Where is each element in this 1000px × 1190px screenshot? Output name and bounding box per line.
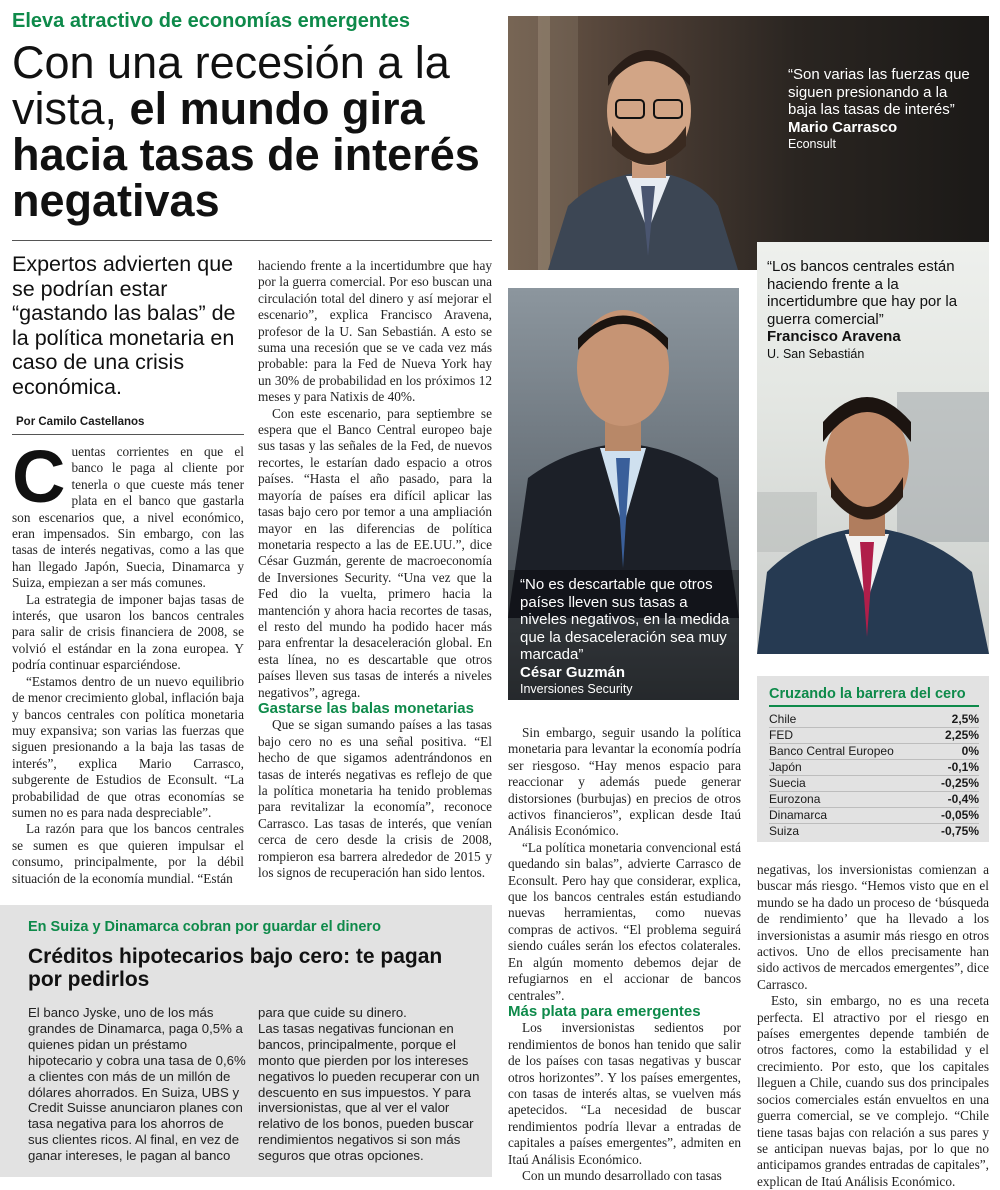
rates-table-title: Cruzando la barrera del cero xyxy=(769,686,966,702)
country: Japón xyxy=(769,760,802,774)
sidebar-paragraph: para que cuide su dinero. xyxy=(258,1005,407,1020)
country: Eurozona xyxy=(769,792,821,806)
quote-org: Econsult xyxy=(788,137,836,151)
quote-text: “Son varias las fuerzas que siguen presionando a la baja las tasas de interés” xyxy=(788,66,970,118)
table-row xyxy=(769,744,979,760)
quote-name: Mario Carrasco xyxy=(788,118,898,136)
dropcap: C xyxy=(12,435,66,518)
rate: 2,25% xyxy=(944,728,979,742)
headline-bold: el mundo gira hacia tasas de interés negativas xyxy=(12,83,480,226)
subhead-gastarse: Gastarse las balas monetarias xyxy=(258,699,474,717)
col1-paragraph: La razón para que los bancos centrales se sumen es que quieren impulsar el consumo, principalmente, por la débil situación de la economía mundial. “Están xyxy=(12,821,244,886)
rate: 0% xyxy=(961,744,979,758)
col3-paragraph: Los inversionistas sedientos por rendimientos de bonos han tenido que salir de los países con tasas negativas y buscar otros horizontes”. Y los países emergentes, con tasas de interés altas, se vuelven más apetecidos. “La necesidad de buscar rendimientos podría llevar a entradas de capitales a países emergentes”, admiten en Itaú Análisis Económico. xyxy=(508,1020,741,1167)
rate: 2,5% xyxy=(951,712,979,726)
photo-cesar-guzman xyxy=(508,288,739,700)
table-row xyxy=(769,760,979,776)
col3-paragraph: Con un mundo desarrollado con tasas xyxy=(522,1167,722,1183)
subhead-mas-plata: Más plata para emergentes xyxy=(508,1002,701,1020)
rate: -0,05% xyxy=(940,808,979,822)
article-column-3 xyxy=(508,725,741,1184)
quote-name: César Guzmán xyxy=(520,663,626,681)
photo-francisco-aravena xyxy=(757,242,989,654)
quote-org: U. San Sebastián xyxy=(767,346,865,361)
col4-paragraph: Esto, sin embargo, no es una receta perfecta. El atractivo por el riesgo en países emergentes depende también de otros factores, como la estabilidad y el crecimiento. Por esto, que los capitales lleguen a Chile, cuando sus dos principales socios comerciales están envueltos en una guerra comercial, se ve complejo. “Chile tiene tasas bajas con relación a sus pares y se anticipan nuevas bajas, por lo que no anticipamos grandes entradas de capitales”, explican de Itaú Análisis Económico. xyxy=(757,993,989,1189)
quote-guzman xyxy=(520,576,732,699)
sidebar-paragraph: El banco Jyske, uno de los más grandes de Dinamarca, paga 0,5% a quienes pidan un préstamo hipotecario y cobra una tasa de 0,6% a clientes con más de un millón de dólares ahorrados. En Suiza, UBS y Credit Suisse anunciaron planes con tasa negativa para los ahorros de sus clientes ricos. Al final, en vez de ganar intereses, le pagan al banco xyxy=(28,1005,246,1164)
sidebar-column-2 xyxy=(258,1005,480,1164)
rate: -0,75% xyxy=(940,824,979,838)
country: Banco Central Europeo xyxy=(769,744,894,758)
col1-paragraph: “Estamos dentro de un nuevo equilibrio de menor crecimiento global, inflación baja y bancos centrales con política monetaria muy expansiva; son varias las fuerzas que siguen presionando a la baja las tasas de interés”, explica Mario Carrasco, subgerente de Estudios de Econsult. “La probabilidad de que otras economías se sumen no es para nada despreciable”. xyxy=(12,673,244,820)
article-headline xyxy=(12,37,492,226)
col2-paragraph: Con este escenario, para septiembre se espera que el Banco Central europeo baje sus tasas y las señales de la Fed, de nuevos recortes, le estarían dado espacio a otros países. “Hasta el año pasado, para la mayoría de países era difícil aplicar las tasas bajo cero por temor a una ampliación mayor en las diferencias de política monetaria respecto a las de EE.UU.”, dice César Guzmán, gerente de macroeconomía de Inversiones Security. “Una vez que la Fed dio la vuelta, primero hacia la mantención y ahora hacia recortes de tasas, el resto del mundo ha podido hacer más para enfrentar la desaceleración global. En esta línea, no es descartable que otros países lleven sus tasas de interés a niveles negativos”, agrega. xyxy=(258,405,492,700)
col1-paragraph: La estrategia de imponer bajas tasas de interés, que usaron los bancos centrales para salir de crisis financiera de 2008, se volvió el estándar en la zona europea. Y podría continuar esparciéndose. xyxy=(12,591,244,673)
country: Suecia xyxy=(769,776,806,790)
quote-aravena xyxy=(767,258,982,363)
sidebar-paragraph: Las tasas negativas funcionan en bancos, principalmente, porque el monto que pierden por los intereses negativos lo pueden recuperar con un descuento en sus impuestos. Y para inversionistas, que al ver el valor relativo de los bonos, pueden buscar rendimientos negativos si son más seguros que otras opciones. xyxy=(258,1020,480,1164)
article-column-2 xyxy=(258,258,492,881)
byline: Por Camilo Castellanos xyxy=(16,416,145,428)
table-row xyxy=(769,712,979,728)
quote-text: “Los bancos centrales están haciendo frente a la incertidumbre que hay por la guerra comercial” xyxy=(767,258,958,328)
col2-paragraph: Que se sigan sumando países a las tasas bajo cero no es una señal positiva. “El hecho de que sigamos adentrándonos en tasas de interés negativas es reflejo de que la política monetaria ha tenido problemas para revitalizar la economía”, reconoce Carrasco. Las tasas de interés, que venían cerca de cero desde la crisis de 2008, rompieron esa barrera alrededor de 2015 y los signos de recuperación han sido lentos. xyxy=(258,717,492,881)
rates-table-rule xyxy=(769,705,979,707)
quote-org: Inversiones Security xyxy=(520,682,633,696)
rate: -0,1% xyxy=(947,760,979,774)
quote-text: “No es descartable que otros países lleven sus tasas a niveles negativos, en la medida que la desaceleración sea muy marcada” xyxy=(520,576,730,663)
headline-light: Con una recesión a la vista, xyxy=(12,37,450,134)
sidebar-column-1 xyxy=(28,1005,246,1164)
sidebar-kicker: En Suiza y Dinamarca cobran por guardar el dinero xyxy=(28,919,381,935)
rate: -0,4% xyxy=(947,792,979,806)
quote-carrasco xyxy=(788,66,978,154)
table-row xyxy=(769,808,979,824)
article-column-4 xyxy=(757,862,989,1190)
col2-paragraph: haciendo frente a la incertidumbre que hay por la guerra comercial. Por eso buscan una circulación total del dinero y así mejorar el escenario”, explica Francisco Aravena, profesor de la U. San Sebastián. A esto se suma una recesión que se ve cada vez más probable: para la Fed de Nueva York hay un 30% de probabilidad en los próximos 12 meses y para Natixis de 40%. xyxy=(258,258,492,405)
quote-name: Francisco Aravena xyxy=(767,328,901,345)
table-row xyxy=(769,776,979,792)
table-row xyxy=(769,824,979,839)
col1-paragraph: uentas corrientes en que el banco le paga al cliente por tenerla o que cueste más tener plata en el banco que gastarla son escenarios que, a nivel económico, eran impensados. Sin embargo, con las tasas de interés negativas, como a las que han llegado Japón, Suecia, Dinamarca y Suiza, empiezan a ser más comunes. xyxy=(12,444,244,591)
article-column-1 xyxy=(12,435,244,887)
col4-paragraph: negativas, los inversionistas comienzan a buscar más riesgo. “Hemos visto que en el mundo se ha dado un proceso de ‘búsqueda de rendimiento’ que ha llevado a los inversionistas a asumir más riesgo en otros activos. Uno de ellos precisamente han sido activos de mercados emergentes”, dice Carrasco. xyxy=(757,862,989,992)
article-kicker: Eleva atractivo de economías emergentes xyxy=(12,10,410,32)
country: Dinamarca xyxy=(769,808,828,822)
article-deck: Expertos advierten que se podrían estar “gastando las balas” de la política monetaria en caso de una crisis económica. xyxy=(12,252,236,399)
sidebar-box xyxy=(0,905,492,1177)
col3-paragraph: “La política monetaria convencional está quedando sin balas”, advierte Carrasco de Econsult. Pero hay que considerar, explica, que los bancos centrales están estudiando nuevas herramientas, como nuevas compras de activos. “El problema seguirá siendo cuáles serán los efectos colaterales. En algún momento debemos dejar de refugiarnos en el accionar de bancos centrales”. xyxy=(508,839,741,1003)
country: Chile xyxy=(769,712,797,726)
sidebar-title: Créditos hipotecarios bajo cero: te pagan por pedirlos xyxy=(28,945,443,991)
col3-paragraph: Sin embargo, seguir usando la política monetaria para levantar la economía podría ser riesgoso. “Hay menos espacio para reaccionar y además puede generar distorsiones (burbujas) en precios de otros activos financieros”, explican desde Itaú Análisis Económico. xyxy=(508,725,741,839)
headline-rule xyxy=(12,240,492,241)
rates-table xyxy=(757,676,989,842)
table-row xyxy=(769,792,979,808)
rate: -0,25% xyxy=(940,776,979,790)
country: FED xyxy=(769,728,793,742)
table-row xyxy=(769,728,979,744)
country: Suiza xyxy=(769,824,800,838)
photo-mario-carrasco xyxy=(508,16,989,270)
